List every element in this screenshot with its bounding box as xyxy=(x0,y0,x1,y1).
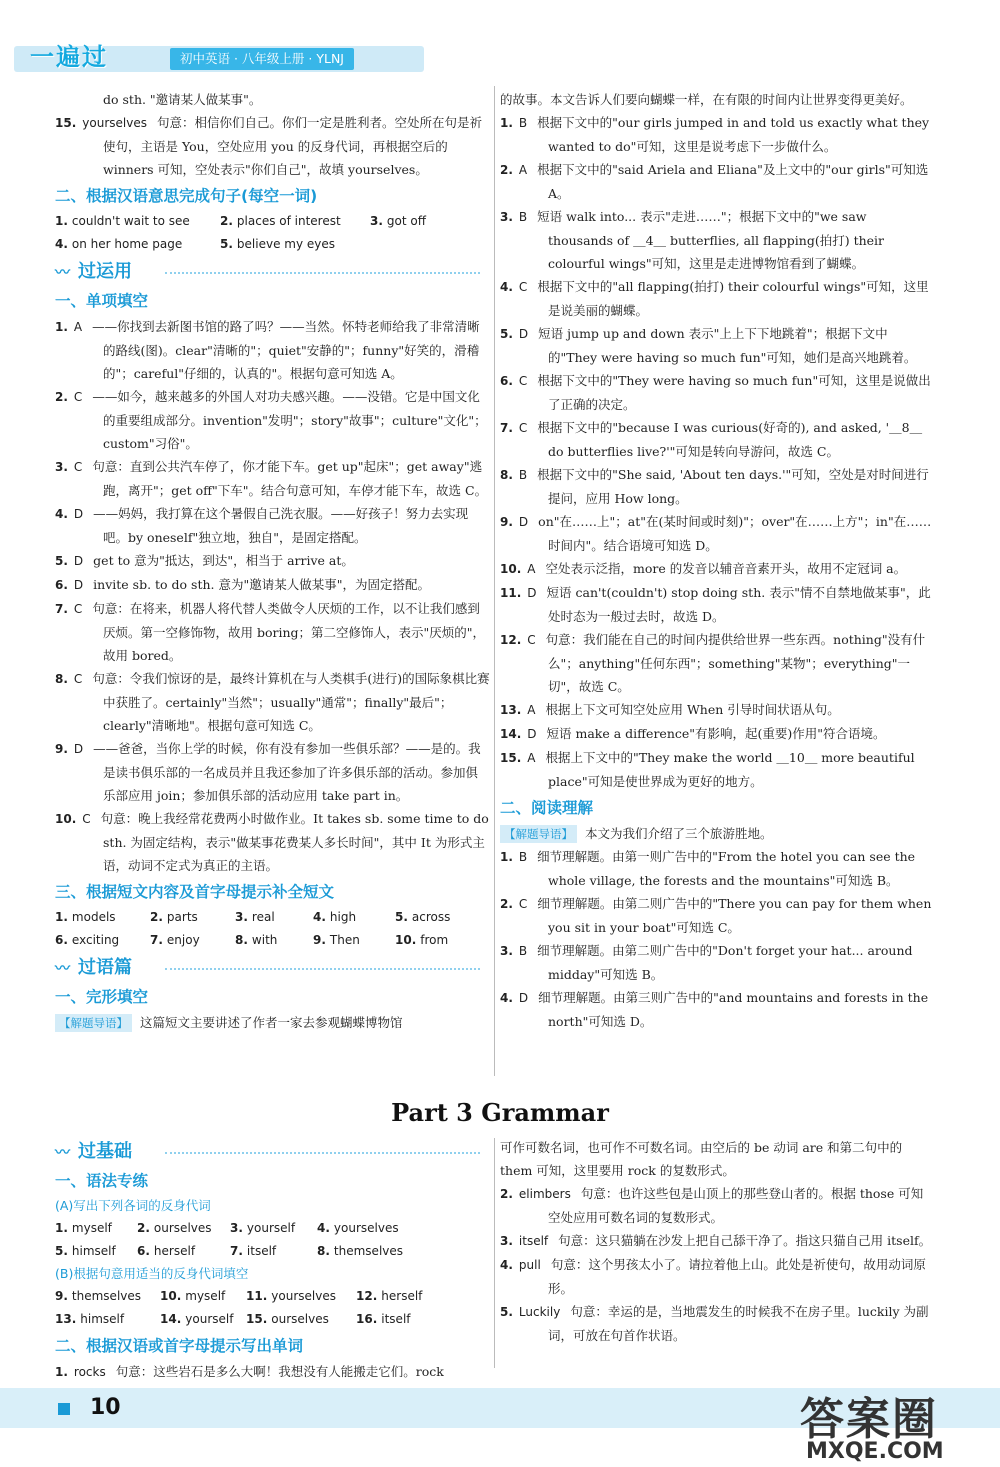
answer-item: 9. D ——爸爸，当你上学的时候，你有没有参加一些俱乐部？——是的。我是读书俱乐部的一名成员并且我还参加了许多俱乐部的活动。参加俱乐部应用 join；参加俱乐部的活动应用 take part in。 xyxy=(55,741,481,803)
answer-item: 3. B 细节理解题。由第二则广告中的"Don't forget your hat... around midday"可知选 B。 xyxy=(500,943,913,982)
answer-item: 1. B 根据下文中的"our girls jumped in and told us exactly what they wanted to do"可知，这里是说考虑下一步做什么。 xyxy=(500,115,930,154)
answer-item: 7. C 根据下文中的"because I was curious(好奇的), and asked, '＿8＿ do butterflies live?'"可知是转向导游问，故选 C。 xyxy=(500,420,923,459)
answer-item: 2. C ——如今，越来越多的外国人对功夫感兴趣。——没错。它是中国文化的重要组成部分。invention"发明"；story"故事"；culture"文化"；custom"习俗"。 xyxy=(55,389,487,451)
page-header xyxy=(0,0,1000,78)
continued-text: do sth. "邀请某人做某事"。 xyxy=(103,92,262,107)
answer-item: 2. A 根据下文中的"said Ariela and Eliana"及上文中的"our girls"可知选 A。 xyxy=(500,162,929,201)
answer-item: 15. A 根据上下文中的"They make the world ＿10＿ more beautiful place"可知是使世界成为更好的地方。 xyxy=(500,750,915,789)
footer-square-icon xyxy=(58,1403,70,1415)
left-column xyxy=(55,88,490,1034)
answer-row: 1. models 2. parts 3. real 4. high 5. across xyxy=(55,910,451,924)
section-title: 二、根据汉语意思完成句子(每空一词) xyxy=(55,187,318,205)
book-subtitle: 初中英语 · 八年级上册 · YLNJ xyxy=(170,48,354,70)
wave-icon: 〰 xyxy=(55,1143,71,1161)
answer-item: 7. C 句意：在将来，机器人将代替人类做令人厌烦的工作，以不让我们感到厌烦。第一空修饰物，故用 boring；第二空修饰人，表示"厌烦的"，故用 bored。 xyxy=(55,601,486,663)
answer-item: 15. yourselves 句意：相信你们自己。你们一定是胜利者。空处所在句是祈使句，主语是 You，空处应用 you 的反身代词，再根据空后的 winners 可知，空处表示"你们自己"，故填 yourselves。 xyxy=(55,115,482,177)
answer-item: 13. A 根据上下文可知空处应用 When 引导时间状语从句。 xyxy=(500,702,840,717)
reading-answer-list xyxy=(500,845,932,1033)
answer-item: 2. C 细节理解题。由第二则广告中的"There you can pay for them when you sit in your boat"可知选 C。 xyxy=(500,896,932,935)
section-title: 一、单项填空 xyxy=(55,292,149,310)
answer-item: 4. D 细节理解题。由第三则广告中的"and mountains and forests in the north"可知选 D。 xyxy=(500,990,929,1029)
answer-row: 1. myself 2. ourselves 3. yourself 4. yourselves xyxy=(55,1221,399,1235)
section-title: 二、阅读理解 xyxy=(500,799,594,817)
answer-item: 6. D invite sb. to do sth. 意为"邀请某人做某事"，为固定搭配。 xyxy=(55,577,430,592)
answer-item: 3. itself 句意：这只猫躺在沙发上把自己舔干净了。指这只猫自己用 itself。 xyxy=(500,1233,932,1248)
answer-item: 5. Luckily 句意：幸运的是，当地震发生的时候我不在房子里。luckily 为副词，可放在句首作状语。 xyxy=(500,1304,929,1343)
answer-item: 4. D ——妈妈，我打算在这个暑假自己洗衣服。——好孩子！努力去实现吧。by oneself"独立地，独自"，是固定搭配。 xyxy=(55,506,469,545)
big-section-title: 〰 过语篇 xyxy=(55,954,490,982)
answer-row: 5. himself 6. herself 7. itself 8. themselves xyxy=(55,1244,404,1258)
word-answer-list xyxy=(500,1182,932,1347)
answer-item: 1. B 细节理解题。由第一则广告中的"From the hotel you can see the whole village, the forests and the mountains"可知选 B。 xyxy=(500,849,916,888)
continued-text: 的故事。本文告诉人们要向蝴蝶一样，在有限的时间内让世界变得更美好。 xyxy=(500,92,913,107)
section-title: 一、语法专练 xyxy=(55,1172,149,1190)
answer-item: 1. rocks 句意：这些岩石是多么大啊！我想没有人能搬走它们。rock xyxy=(55,1364,444,1379)
answer-item: 10. C 句意：晚上我经常花费两小时做作业。It takes sb. some time to do sth. 为固定结构，表示"做某事花费某人多长时间"，其中 It 为形式主语，动词不定式为真正的主语。 xyxy=(55,811,489,873)
section-title: 二、根据汉语或首字母提示写出单词 xyxy=(55,1337,304,1355)
answer-item: 9. D on"在……上"；at"在(某时间或时刻)"；over"在……上方"；in"在……时间内"。结合语境可知选 D。 xyxy=(500,514,932,553)
answer-row xyxy=(55,210,490,233)
answer-row: 6. exciting 7. enjoy 8. with 9. Then 10. from xyxy=(55,933,449,947)
watermark-url: MXQE.COM xyxy=(806,1439,944,1464)
answer-item: 4. pull 句意：这个男孩太小了。请拉着他上山。此处是祈使句，故用动词原形。 xyxy=(500,1257,926,1296)
answer-cell: 1. couldn't wait to see xyxy=(55,214,190,228)
right-column xyxy=(500,88,932,1033)
answer-item: 14. D 短语 make a difference"有影响，起(重要)作用"符合语境。 xyxy=(500,726,886,741)
subsection-title: (A)写出下列各词的反身代词 xyxy=(55,1198,211,1213)
watermark-logo: 答案圈 xyxy=(800,1394,938,1445)
page-number: 10 xyxy=(90,1395,121,1420)
answer-item: 5. D 短语 jump up and down 表示"上上下下地跳着"；根据下文中的"They were having so much fun"可知，她们是高兴地跳着。 xyxy=(500,326,917,365)
answer-item: 3. C 句意：直到公共汽车停了，你才能下车。get up"起床"；get away"逃跑，离开"；get off"下车"。结合句意可知，车停才能下车，故选 C。 xyxy=(55,459,488,498)
wave-icon: 〰 xyxy=(55,959,71,977)
big-section-title: 〰 过运用 xyxy=(55,258,490,286)
answer-item: 5. D get to 意为"抵达，到达"，相当于 arrive at。 xyxy=(55,553,354,568)
single-choice-list xyxy=(55,315,490,877)
cloze-answer-list xyxy=(500,111,932,793)
answer-item: 11. D 短语 can't(couldn't) stop doing sth. 表示"情不自禁地做某事"，此处时态为一般过去时，故选 D。 xyxy=(500,585,931,624)
continued-text: 可作可数名词，也可作不可数名词。由空后的 be 动词 are 和第二句中的 them 可知，这里要用 rock 的复数形式。 xyxy=(500,1140,903,1178)
answer-cell: 4. on her home page xyxy=(55,237,183,251)
guide-text: 【解题导语】 本文为我们介绍了三个旅游胜地。 xyxy=(500,822,932,845)
section-title: 三、根据短文内容及首字母提示补全短文 xyxy=(55,883,335,901)
brand-logo: 一遍过 xyxy=(30,43,108,71)
answer-item: 3. B 短语 walk into... 表示"走进……"；根据下文中的"we saw thousands of ＿4＿ butterflies, all flapping(拍打) their colourful wings"可知，这里是走进博物馆看到了蝴蝶。 xyxy=(500,209,885,271)
section-title: 一、完形填空 xyxy=(55,988,149,1006)
answer-item: 8. C 句意：令我们惊讶的是，最终计算机在与人类棋手(进行)的国际象棋比赛中获胜了。certainly"当然"；usually"通常"；finally"最后"；clearly"清晰地"。根据句意可知选 C。 xyxy=(55,671,490,733)
answer-cell: 2. places of interest xyxy=(220,214,341,228)
wave-icon: 〰 xyxy=(55,263,71,281)
column-divider xyxy=(494,86,495,1076)
guide-text: 【解题导语】 这篇短文主要讲述了作者一家去参观蝴蝶博物馆 xyxy=(55,1011,490,1034)
subsection-title: (B)根据句意用适当的反身代词填空 xyxy=(55,1266,249,1281)
grammar-right-column xyxy=(500,1136,932,1347)
column-divider xyxy=(494,1138,495,1368)
grammar-left-column xyxy=(55,1136,490,1384)
answer-item: 4. C 根据下文中的"all flapping(拍打) their colourful wings"可知，这里是说美丽的蝴蝶。 xyxy=(500,279,929,318)
answer-row: 9. themselves 10. myself 11. yourselves 12. herself xyxy=(55,1289,423,1303)
answer-item: 10. A 空处表示泛指，more 的发音以辅音音素开头，故用不定冠词 a。 xyxy=(500,561,907,576)
answer-item: 2. elimbers 句意：也许这些包是山顶上的那些登山者的。根据 those 可知空处应用可数名词的复数形式。 xyxy=(500,1186,924,1225)
big-section-title: 〰 过基础 xyxy=(55,1138,490,1166)
part-title: Part 3 Grammar xyxy=(391,1098,609,1127)
answer-cell: 5. believe my eyes xyxy=(220,237,335,251)
answer-row: 13. himself 14. yourself 15. ourselves 16. itself xyxy=(55,1312,411,1326)
answer-cell: 3. got off xyxy=(370,214,427,228)
answer-item: 6. C 根据下文中的"They were having so much fun"可知，这里是说做出了正确的决定。 xyxy=(500,373,931,412)
answer-row xyxy=(55,233,490,256)
answer-item: 12. C 句意：我们能在自己的时间内提供给世界一些东西。nothing"没有什么"；anything"任何东西"；something"某物"；everything"一切"，故选 C。 xyxy=(500,632,926,694)
answer-item: 1. A ——你找到去新图书馆的路了吗？——当然。怀特老师给我了非常清晰的路线(图)。clear"清晰的"；quiet"安静的"；funny"好笑的，滑稽的"；careful"仔细的，认真的"。根据句意可知选 A。 xyxy=(55,319,480,381)
answer-item: 8. B 根据下文中的"She said, 'About ten days.'"可知，空处是对时间进行提问，应用 How long。 xyxy=(500,467,929,506)
